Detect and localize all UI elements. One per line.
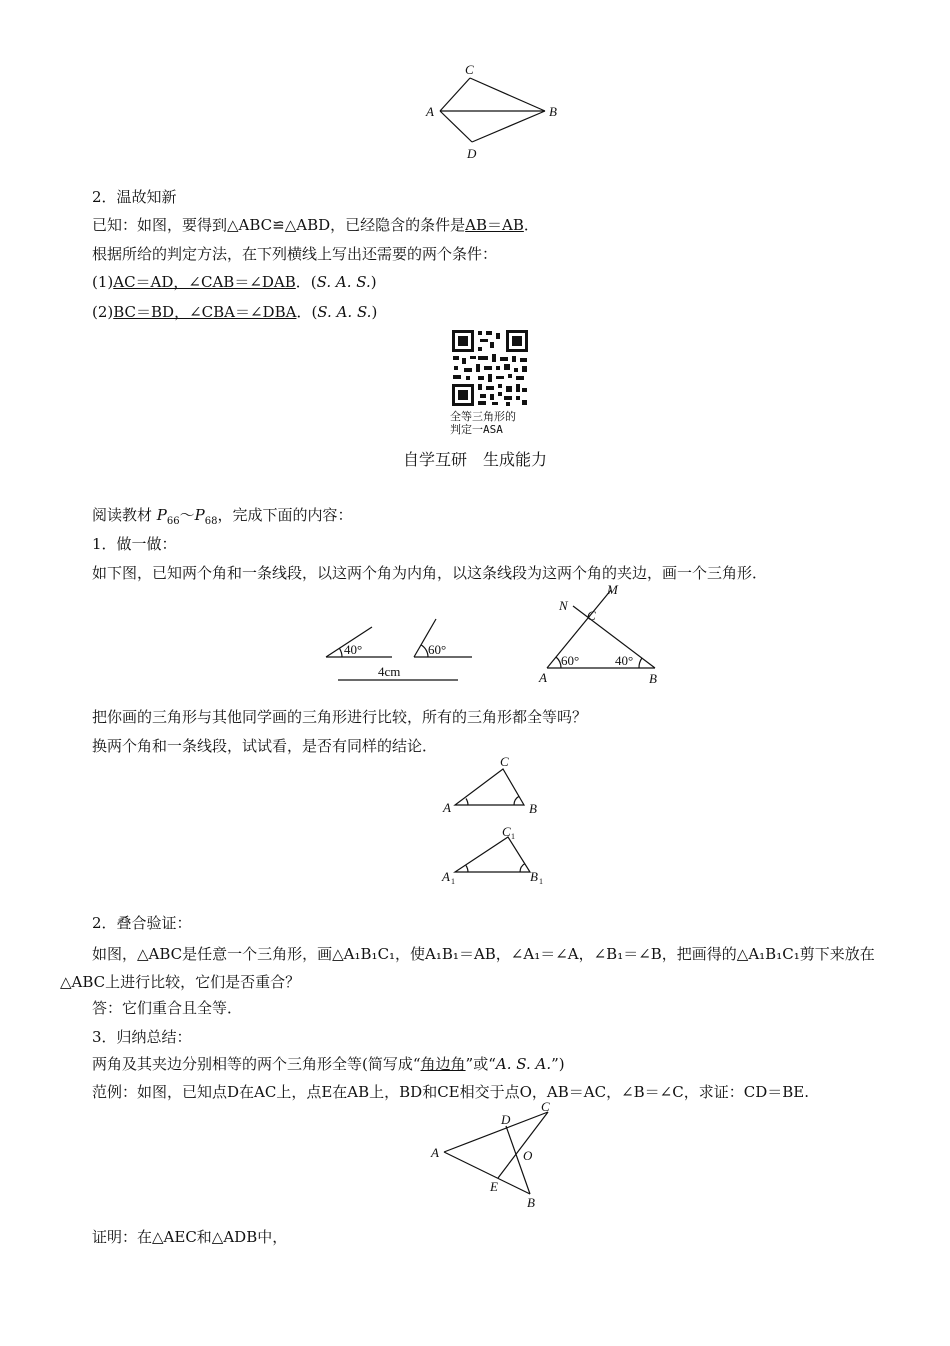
angle-b-label: 40° <box>615 653 634 668</box>
page-p1-sub: 66 <box>166 516 180 527</box>
summary-method: A. S. A. <box>495 1055 552 1073</box>
label-b: B <box>529 801 537 816</box>
item2-end: ) <box>371 303 378 321</box>
heading-verify: 2．叠合验证： <box>92 914 192 932</box>
label-c1: C <box>502 824 511 839</box>
verify-answer: 答：它们重合且全等． <box>92 999 243 1017</box>
segment-label: 4cm <box>378 664 401 679</box>
heading-do: 1．做一做： <box>92 535 177 553</box>
instruction-line: 根据所给的判定方法，在下列横线上写出还需要的两个条件： <box>92 245 498 263</box>
angle-b-arc <box>639 658 642 668</box>
item1-prefix: (1) <box>92 273 114 291</box>
segment-cb <box>470 78 545 111</box>
summary-text <box>92 1054 565 1074</box>
summary-answer: 角边角 <box>420 1055 466 1073</box>
label-c: C <box>587 608 596 623</box>
qr-caption <box>450 410 540 436</box>
segment-ad <box>440 111 472 142</box>
proof-start: 证明：在△AEC和△ADB中， <box>92 1228 288 1246</box>
label-c1-sub: 1 <box>511 832 515 841</box>
angle-b-arc <box>514 796 519 805</box>
segment-db <box>472 111 545 142</box>
figure-two-triangles <box>438 755 548 890</box>
triangle-abc <box>455 769 524 805</box>
angle-b1-arc <box>520 864 525 873</box>
page-p2: P <box>194 506 205 524</box>
section-title: 自学互研 生成能力 <box>402 450 547 469</box>
reading-tilde: ～ <box>179 506 195 524</box>
label-b: B <box>649 671 657 686</box>
figure-constructed-triangle <box>535 582 670 687</box>
page-p2-sub: 68 <box>204 516 218 527</box>
angle40-label: 40° <box>344 642 363 657</box>
angle-a-label: 60° <box>561 653 580 668</box>
page-p1: P <box>156 506 167 524</box>
label-a: A <box>443 800 451 815</box>
label-d: D <box>467 146 477 161</box>
condition-item-2 <box>92 302 377 322</box>
item2-answer: BC＝BD，∠CBA＝∠DBA <box>113 303 297 321</box>
angle-a-arc <box>466 799 468 806</box>
reading-instruction <box>92 505 352 532</box>
summary-prefix: 两角及其夹边分别相等的两个三角形全等(简写成“ <box>92 1055 421 1073</box>
figure-given-angles-segment <box>320 605 480 685</box>
label-b1: B <box>530 869 538 884</box>
label-b: B <box>549 104 557 119</box>
qr-code-image[interactable] <box>450 328 530 408</box>
condition-item-1 <box>92 272 377 292</box>
label-e: E <box>490 1179 498 1194</box>
label-d: D <box>501 1112 511 1127</box>
label-a: A <box>539 670 547 685</box>
reading-suffix: ，完成下面的内容： <box>217 506 353 524</box>
given-answer: AB＝AB <box>465 216 524 234</box>
try-question: 换两个角和一条线段，试试看，是否有同样的结论． <box>92 737 438 755</box>
item1-answer: AC＝AD，∠CAB＝∠DAB <box>113 273 296 291</box>
angle-a1-arc <box>466 866 468 873</box>
angle60-label: 60° <box>428 642 447 657</box>
label-a: A <box>431 1145 439 1160</box>
item1-end: ) <box>370 273 377 291</box>
label-c: C <box>541 1100 550 1114</box>
summary-end: ”) <box>551 1055 565 1073</box>
reading-prefix: 阅读教材 <box>92 506 157 524</box>
label-o: O <box>523 1148 533 1163</box>
item1-suffix: ．( <box>295 273 317 291</box>
label-c: C <box>465 62 474 77</box>
heading-summary: 3．归纳总结： <box>92 1028 192 1046</box>
item2-method: S. A. S. <box>317 303 372 321</box>
label-b: B <box>527 1195 535 1210</box>
figure-example-triangle <box>428 1100 558 1212</box>
do-description: 如下图，已知两个角和一条线段，以这两个角为内角，以这条线段为这两个角的夹边，画一个三角形． <box>92 564 768 582</box>
item2-prefix: (2) <box>92 303 114 321</box>
figure-kite-acbd <box>420 62 570 162</box>
example-text: 范例：如图，已知点D在AC上，点E在AB上，BD和CE相交于点O，AB＝AC，∠B＝∠C，求证：CD＝BE. <box>92 1083 809 1101</box>
compare-question: 把你画的三角形与其他同学画的三角形进行比较，所有的三角形都全等吗？ <box>92 708 588 726</box>
given-line <box>92 215 539 235</box>
label-a1: A <box>442 869 450 884</box>
given-prefix: 已知：如图，要得到△ABC≌△ABD，已经隐含的条件是 <box>92 216 466 234</box>
angle40-arc <box>339 648 342 657</box>
label-n: N <box>559 598 568 613</box>
item2-suffix: ．( <box>296 303 318 321</box>
label-b1-sub: 1 <box>539 877 543 886</box>
heading-review: 2．温故知新 <box>92 188 177 206</box>
verify-text: 如图，△ABC是任意一个三角形，画△A₁B₁C₁，使A₁B₁＝AB，∠A₁＝∠A，∠B₁＝∠B，把画得的△A₁B₁C₁剪下来放在△ABC上进行比较，它们是否重合？ <box>60 945 875 991</box>
given-suffix: ． <box>523 216 539 234</box>
qr-caption-line-1: 全等三角形的 <box>450 410 516 423</box>
label-c: C <box>500 755 509 769</box>
ray-bn <box>573 606 655 668</box>
segment-ac <box>440 78 470 111</box>
summary-mid: ”或“ <box>465 1055 496 1073</box>
label-m: M <box>607 582 618 597</box>
qr-caption-line-2: 判定一ASA <box>450 423 503 436</box>
label-a1-sub: 1 <box>451 877 455 886</box>
item1-method: S. A. S. <box>316 273 371 291</box>
angle60-arc <box>421 645 428 657</box>
label-a: A <box>426 104 434 119</box>
